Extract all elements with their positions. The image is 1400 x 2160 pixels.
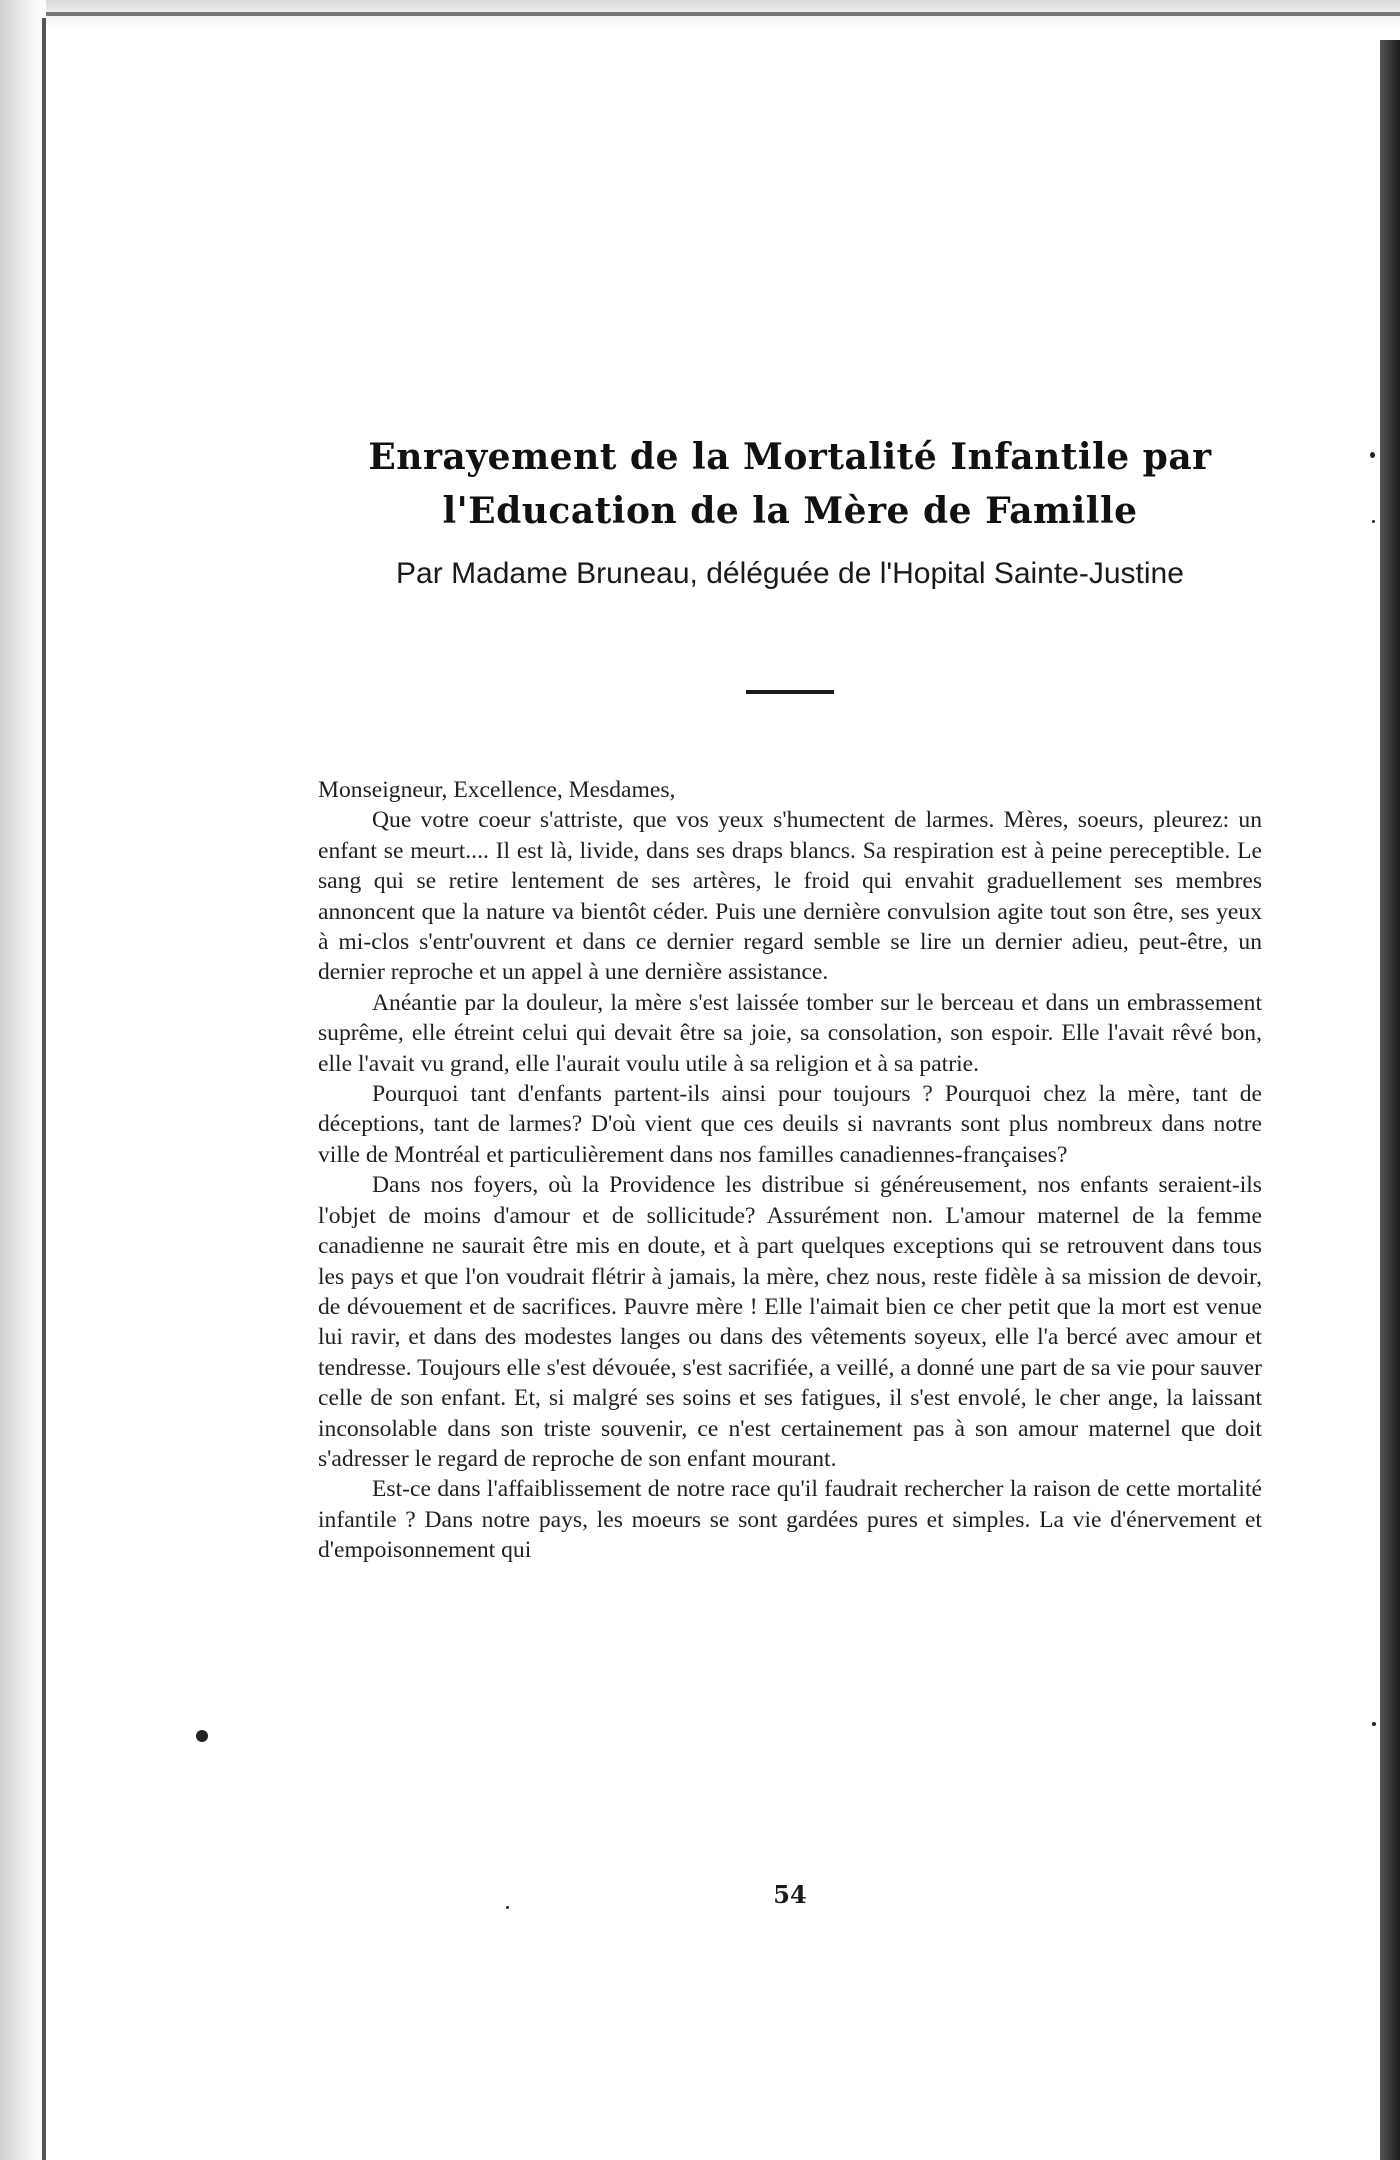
scan-right-edge: [1380, 40, 1400, 2160]
scan-speck: [1372, 1722, 1376, 1726]
salutation: Monseigneur, Excellence, Mesdames,: [318, 777, 676, 803]
scan-speck: [1372, 520, 1375, 523]
scan-left-edge: [0, 0, 46, 2160]
title-divider: [746, 690, 834, 694]
article-title: [318, 430, 1262, 538]
title-line-1: Enrayement de la Mortalité Infantile par: [368, 436, 1212, 478]
paragraph: Dans nos foyers, où la Providence les distribue si généreusement, nos enfants seraient-ils l'objet de moins d'amour et de sollicitude? Assurément non. L'amour maternel de la femme canadienne ne saurait être mis en doute, et à part quelques exceptions qui se retrouvent dans tous les pays et que l'on voudrait flétrir à jamais, la mère, chez nous, reste fidèle à sa mission de devoir, de dévouement et de sacrifices. Pauvre mère ! Elle l'aimait bien ce cher petit que la mort est venue lui ravir, et dans des modestes langes ou dans des vêtements soyeux, elle l'a bercé avec amour et tendresse. Toujours elle s'est dévouée, s'est sacrifiée, a veillé, a donné une part de sa vie pour sauver celle de son enfant. Et, si malgré ses soins et ses fatigues, il s'est envolé, le cher ange, la laissant inconsolable dans son triste souvenir, ce n'est certainement pas à son amour maternel que doit s'adresser le regard de reproche de son enfant mourant.: [318, 1172, 1262, 1472]
scan-speck: [196, 1730, 208, 1742]
paragraph: Que votre coeur s'attriste, que vos yeux s'humectent de larmes. Mères, soeurs, pleurez: un enfant se meurt.... Il est là, livide, dans ses draps blancs. Sa respiration est à peine pereceptible. Le sang qui se retire lentement de ses artères, le froid qui envahit graduellement ses membres annoncent que la nature va bientôt céder. Puis une dernière convulsion agite tout son être, ses yeux à mi-clos s'entr'ouvrent et dans ce dernier regard semble se lire un dernier adieu, peut-être, un dernier reproche et un appel à une dernière assistance.: [318, 807, 1262, 986]
paragraph: Pourquoi tant d'enfants partent-ils ainsi pour toujours ? Pourquoi chez la mère, tant de déceptions, tant de larmes? D'où vient que ces deuils si navrants sont plus nombreux dans notre ville de Montréal et particulièrement dans nos familles canadiennes-françaises?: [318, 1081, 1262, 1168]
scan-left-line: [42, 18, 46, 2160]
scan-top-line: [0, 12, 1400, 16]
title-line-2: l'Education de la Mère de Famille: [442, 490, 1138, 532]
scan-speck: [1370, 452, 1375, 458]
paragraph: Est-ce dans l'affaiblissement de notre race qu'il faudrait rechercher la raison de cette mortalité infantile ? Dans notre pays, les moeurs se sont gardées pures et simples. La vie d'énervement et d'empoisonnement qui: [318, 1476, 1262, 1564]
byline: Par Madame Bruneau, déléguée de l'Hopital Sainte-Justine: [396, 557, 1184, 590]
page-number: 54: [773, 1880, 807, 1909]
article-page: [318, 430, 1262, 1566]
paragraph: Anéantie par la douleur, la mère s'est laissée tomber sur le berceau et dans un embrassement suprême, elle étreint celui qui devait être sa joie, sa consolation, son espoir. Elle l'avait rêvé bon, elle l'avait vu grand, elle l'aurait voulu utile à sa religion et à sa patrie.: [318, 989, 1262, 1077]
article-body: [318, 775, 1262, 1566]
